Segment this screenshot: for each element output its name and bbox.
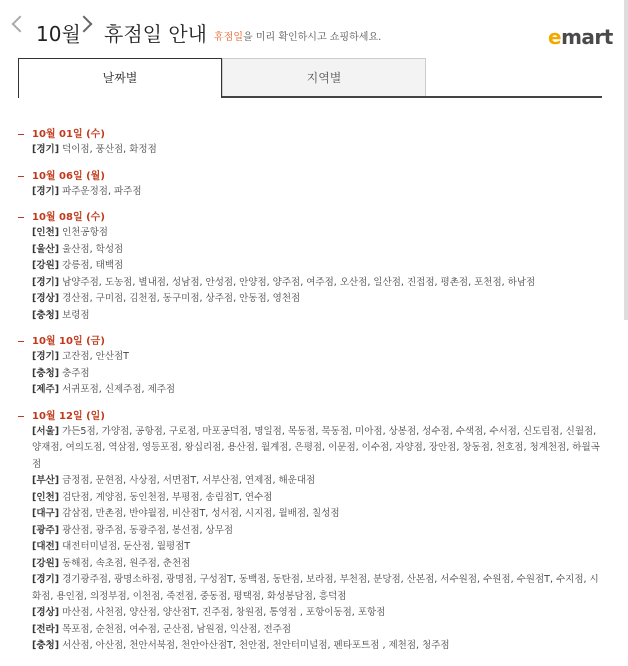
holiday-date: 10월 06일 (월) (18, 170, 604, 184)
store-list: 마산점, 사천점, 양산점, 양산점T, 진주점, 창원점, 통영점 , 포항이동점, 포항점 (62, 607, 386, 618)
region-label: [강원] (32, 557, 60, 569)
region-row (18, 349, 604, 366)
notice-highlight: 휴점일 (214, 32, 243, 43)
tab-by-date[interactable]: 날짜별 (18, 58, 222, 98)
notice-rest: 을 미리 확인하시고 쇼핑하세요. (242, 32, 382, 43)
region-label: [충청] (32, 640, 60, 651)
page-header (0, 0, 628, 58)
region-row (18, 184, 604, 201)
store-list: 강릉점, 태백점 (62, 260, 124, 271)
region-row (18, 366, 604, 383)
holiday-day (18, 128, 604, 159)
store-list: 경산점, 구미점, 김천점, 동구미점, 상주점, 안동점, 영천점 (62, 293, 301, 304)
store-list: 광산점, 광주점, 동광주점, 봉선점, 상무점 (62, 524, 234, 536)
holiday-date: 10월 01일 (수) (18, 128, 604, 142)
region-row (18, 382, 604, 399)
region-label: [제주] (32, 384, 60, 395)
holiday-date: 10월 12일 (일) (18, 410, 604, 424)
tab-by-region[interactable]: 지역별 (222, 58, 426, 96)
region-row (18, 622, 604, 639)
region-row (18, 605, 604, 622)
store-list: 대전터미널점, 둔산점, 월평점T (62, 541, 191, 552)
region-label: [충청] (32, 367, 60, 379)
store-list: 인천공항점 (62, 227, 108, 238)
holiday-day (18, 170, 604, 201)
store-list: 서산점, 아산점, 천안서북점, 천안아산점T, 천안점, 천안터미널점, 펜타포트점 , 제천점, 청주점 (62, 640, 450, 651)
region-label: [경기] (32, 574, 60, 585)
region-label: [경기] (32, 144, 60, 155)
store-list: 고잔점, 안산점T (62, 351, 129, 362)
region-row (18, 242, 604, 259)
holiday-date: 10월 10일 (금) (18, 335, 604, 349)
region-row (18, 424, 604, 474)
holiday-day (18, 335, 604, 399)
region-label: [강원] (32, 260, 60, 271)
store-list: 가든5점, 가양점, 공항점, 구로점, 마포공덕점, 명일점, 목동점, 묵동점, 미아점, 상봉점, 성수점, 수색점, 수서점, 신도림점, 신월점, 양재점, 여의도점, 역삼점, 영등포점, 왕십리점, 용산점, 월계점, 은평점, 이문점, 이수점, 자양점, 장안점, 창동점, 천호점, 청계천점, 하월곡점 (32, 425, 600, 470)
region-row (18, 275, 604, 292)
store-list: 금정점, 문현점, 사상점, 서면점T, 서부산점, 연제점, 해운대점 (62, 475, 316, 486)
region-row (18, 506, 604, 523)
store-list: 경기광주점, 광명소하점, 광명점, 구성점T, 동백점, 동탄점, 보라점, 부천점, 분당점, 산본점, 서수원점, 수원점, 수원점T, 수지점, 시화점, 용인점, 의정부점, 이천점, 죽전점, 중동점, 평택점, 화성봉담점, 흥덕점 (32, 574, 599, 602)
store-list: 덕이점, 풍산점, 화정점 (62, 144, 157, 155)
region-label: [대전] (32, 541, 60, 552)
region-label: [경기] (32, 351, 60, 362)
store-list: 목포점, 순천점, 여수점, 군산점, 남원점, 익산점, 전주점 (62, 623, 292, 635)
region-label: [경기] (32, 185, 60, 197)
region-label: [전라] (32, 623, 60, 635)
page-title: 휴점일 안내 (104, 22, 207, 46)
region-row (18, 291, 604, 308)
store-list: 감삼점, 만촌점, 반야월점, 비산점T, 성서점, 시지점, 월배점, 칠성점 (62, 508, 340, 519)
region-label: [경상] (32, 607, 60, 618)
region-label: [경상] (32, 293, 60, 304)
region-label: [서울] (32, 425, 60, 437)
region-row (18, 473, 604, 490)
region-row (18, 258, 604, 275)
store-list: 울산점, 학성점 (62, 243, 124, 255)
store-list: 남양주점, 도농점, 별내점, 성남점, 안성점, 안양점, 양주점, 여주점, 오산점, 일산점, 진접점, 평촌점, 포천점, 하남점 (62, 276, 536, 288)
region-label: [인천] (32, 227, 60, 238)
region-row (18, 638, 604, 655)
holiday-day (18, 211, 604, 324)
store-list: 서귀포점, 신제주점, 제주점 (62, 384, 176, 395)
holiday-list (18, 128, 604, 666)
store-list: 충주점 (62, 367, 90, 379)
region-label: [부산] (32, 475, 60, 486)
chevron-left-icon[interactable] (12, 16, 29, 33)
region-label: [인천] (32, 491, 60, 503)
region-label: [대구] (32, 508, 60, 519)
region-row (18, 142, 604, 159)
scrollbar[interactable] (624, 0, 628, 320)
region-label: [울산] (32, 243, 60, 255)
view-tabs (18, 58, 602, 98)
region-row (18, 523, 604, 540)
store-list: 보령점 (62, 309, 90, 321)
region-label: [광주] (32, 524, 60, 536)
region-label: [경기] (32, 276, 60, 288)
holiday-date: 10월 08일 (수) (18, 211, 604, 225)
notice-text (214, 28, 381, 43)
region-row (18, 572, 604, 605)
holiday-day (18, 410, 604, 655)
region-row (18, 490, 604, 507)
region-row (18, 539, 604, 556)
region-label: [충청] (32, 309, 60, 321)
logo-rest: mart (561, 25, 613, 49)
store-list: 검단점, 계양점, 동인천점, 부평점, 송림점T, 연수점 (62, 491, 273, 503)
store-list: 파주운정점, 파주점 (62, 185, 142, 197)
emart-logo[interactable] (548, 25, 613, 49)
region-row (18, 308, 604, 325)
region-row (18, 225, 604, 242)
current-month: 10월 (36, 22, 81, 46)
region-row (18, 556, 604, 573)
store-list: 동해점, 속초점, 원주점, 춘천점 (62, 557, 191, 569)
logo-e: e (548, 25, 562, 49)
